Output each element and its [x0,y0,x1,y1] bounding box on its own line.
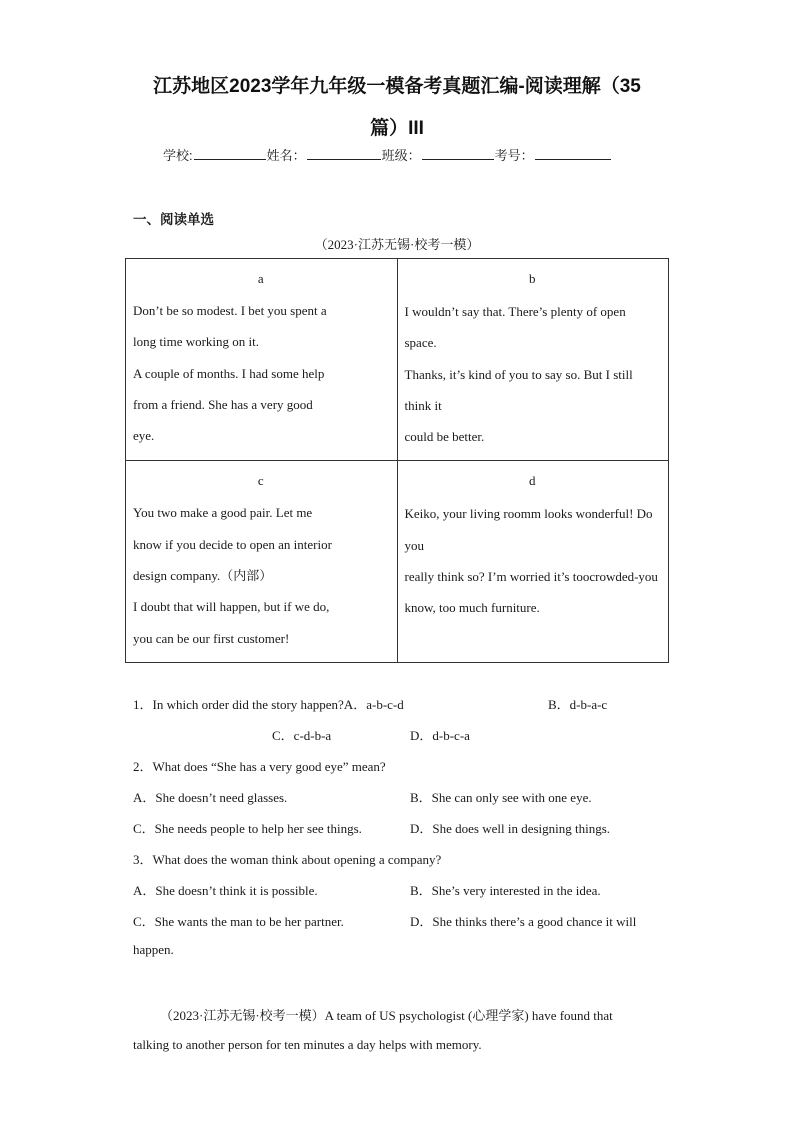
name-blank[interactable] [307,147,381,160]
school-label: 学校: [163,148,193,163]
cell-line: Keiko, your living roomm looks wonderful! Do you [404,506,653,553]
document-title-line-2: 篇）III [370,118,424,139]
option-b[interactable]: B．d-b-a-c [548,697,608,712]
class-blank[interactable] [422,147,494,160]
passage-source: （2023·江苏无锡·校考一模） [314,237,480,252]
number-blank[interactable] [535,147,611,160]
cell-line: Don’t be so modest. I bet you spent a [133,303,327,318]
dialog-table [125,258,669,663]
cell-letter: a [257,271,264,286]
cell-line: from a friend. She has a very good [133,396,313,412]
option-c[interactable]: C．She wants the man to be her partner. [133,914,344,929]
question-3: 3．What does the woman think about opening a company? [133,852,442,867]
document-title-line-1: 江苏地区2023学年九年级一模备考真题汇编-阅读理解（35 [153,76,641,97]
option-d-continued: happen. [133,942,174,957]
section-title: 一、阅读单选 [133,212,214,227]
cell-line: A couple of months. I had some help [133,365,325,381]
cell-line: could be better. [404,429,485,445]
question-stem: 1．In which order did the story happen? [133,697,344,712]
cell-line: You two make a good pair. Let me [133,505,313,521]
passage-2-line-2: talking to another person for ten minutes a day helps with memory. [133,1037,482,1052]
school-blank[interactable] [194,147,266,160]
student-info-line [163,145,612,164]
cell-line: eye. [133,428,155,444]
cell-line: you can be our first customer! [133,630,290,646]
question-2: 2．What does “She has a very good eye” mean? [133,759,386,774]
option-d[interactable]: D．d-b-c-a [410,728,470,743]
class-label: 班级： [381,148,421,163]
cell-line: know, too much furniture. [404,600,540,616]
option-b[interactable]: B．She’s very interested in the idea. [410,883,601,898]
option-d[interactable]: D．She thinks there’s a good chance it will [410,914,637,929]
cell-line: long time working on it. [133,334,260,350]
cell-line: design company.（内部） [133,568,273,584]
option-c[interactable]: C．c-d-b-a [272,728,332,743]
dialog-cell-a [126,259,398,461]
cell-line: I wouldn’t say that. There’s plenty of open space. [404,304,626,351]
option-a[interactable]: A．She doesn’t need glasses. [133,790,288,805]
cell-letter: d [529,473,536,489]
cell-line: really think so? I’m worried it’s toocrowded-you [404,569,658,585]
cell-line: know if you decide to open an interior [133,536,332,552]
dialog-cell-c [126,461,398,662]
dialog-cell-b [397,259,669,461]
option-a[interactable]: A．She doesn’t think it is possible. [133,883,318,898]
passage-2-line-1: （2023·江苏无锡·校考一模）A team of US psychologist (心理学家) have found that [160,1008,613,1023]
cell-line: I doubt that will happen, but if we do, [133,599,330,615]
dialog-cell-d [397,461,669,662]
option-d[interactable]: D．She does well in designing things. [410,821,611,836]
name-label: 姓名： [266,148,306,163]
cell-line: Thanks, it’s kind of you to say so. But I still think it [404,366,633,413]
option-b[interactable]: B．She can only see with one eye. [410,790,592,805]
option-c[interactable]: C．She needs people to help her see things. [133,821,362,836]
option-a[interactable]: A．a-b-c-d [343,697,404,712]
cell-letter: c [257,473,264,489]
question-1 [133,694,404,713]
cell-letter: b [529,271,536,286]
number-label: 考号： [494,148,534,163]
